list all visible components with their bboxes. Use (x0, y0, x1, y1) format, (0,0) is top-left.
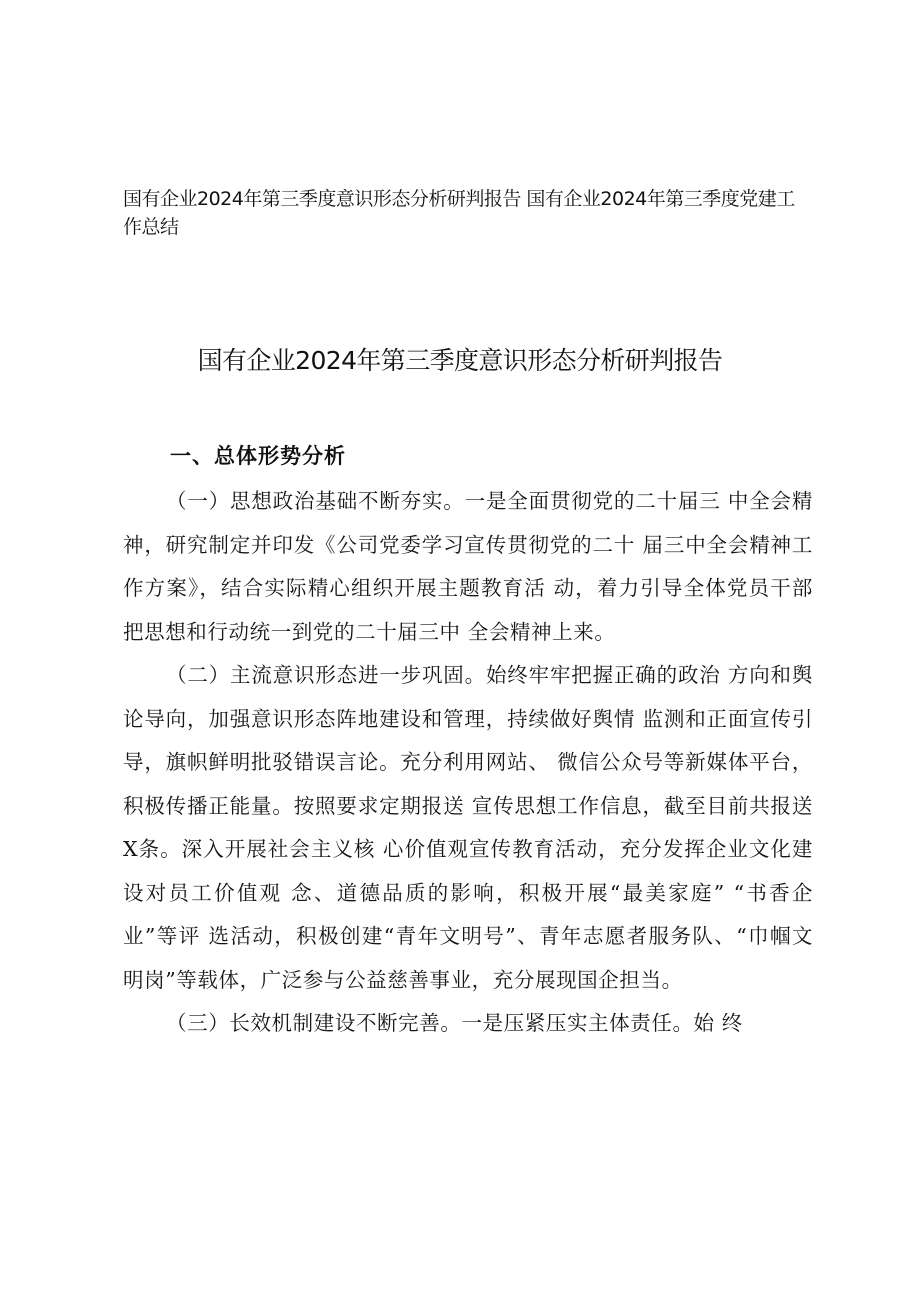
section-heading: 一、总体形势分析 (170, 444, 346, 468)
document-header: 国有企业2024年第三季度意识形态分析研判报告 国有企业2024年第三季度党建工作总结 (123, 188, 795, 238)
paragraph-2: （二）主流意识形态进一步巩固。始终牢牢把握正确的政治 方向和舆论导向，加强意识形态阵地建设和管理，持续做好舆情 监测和正面宣传引导，旗帜鲜明批驳错误言论。充分利用网站、 微信公众号等新媒体平台，积极传播正能量。按照要求定期报送 宣传思想工作信息，截至目前共报送X条。深入开展社会主义核 心价值观宣传教育活动，充分发挥企业文化建设对员工价值观 念、道德品质的影响，积极开展“最美家庭” “书香企业”等评 选活动，积极创建“青年文明号”、青年志愿者服务队、“巾帼文 明岗”等载体，广泛参与公益慈善事业，充分展现国企担当。 (123, 663, 813, 992)
document-body (123, 480, 813, 1046)
paragraph-3: （三）长效机制建设不断完善。一是压紧压实主体责任。始 终 (166, 1011, 743, 1035)
paragraph-1: （一）思想政治基础不断夯实。一是全面贯彻党的二十届三 中全会精神，研究制定并印发《公司党委学习宣传贯彻党的二十 届三中全会精神工作方案》，结合实际精心组织开展主题教育活 动，着力引导全体党员干部把思想和行动统一到党的二十届三中 全会精神上来。 (123, 489, 813, 644)
document-title: 国有企业2024年第三季度意识形态分析研判报告 (197, 346, 723, 375)
